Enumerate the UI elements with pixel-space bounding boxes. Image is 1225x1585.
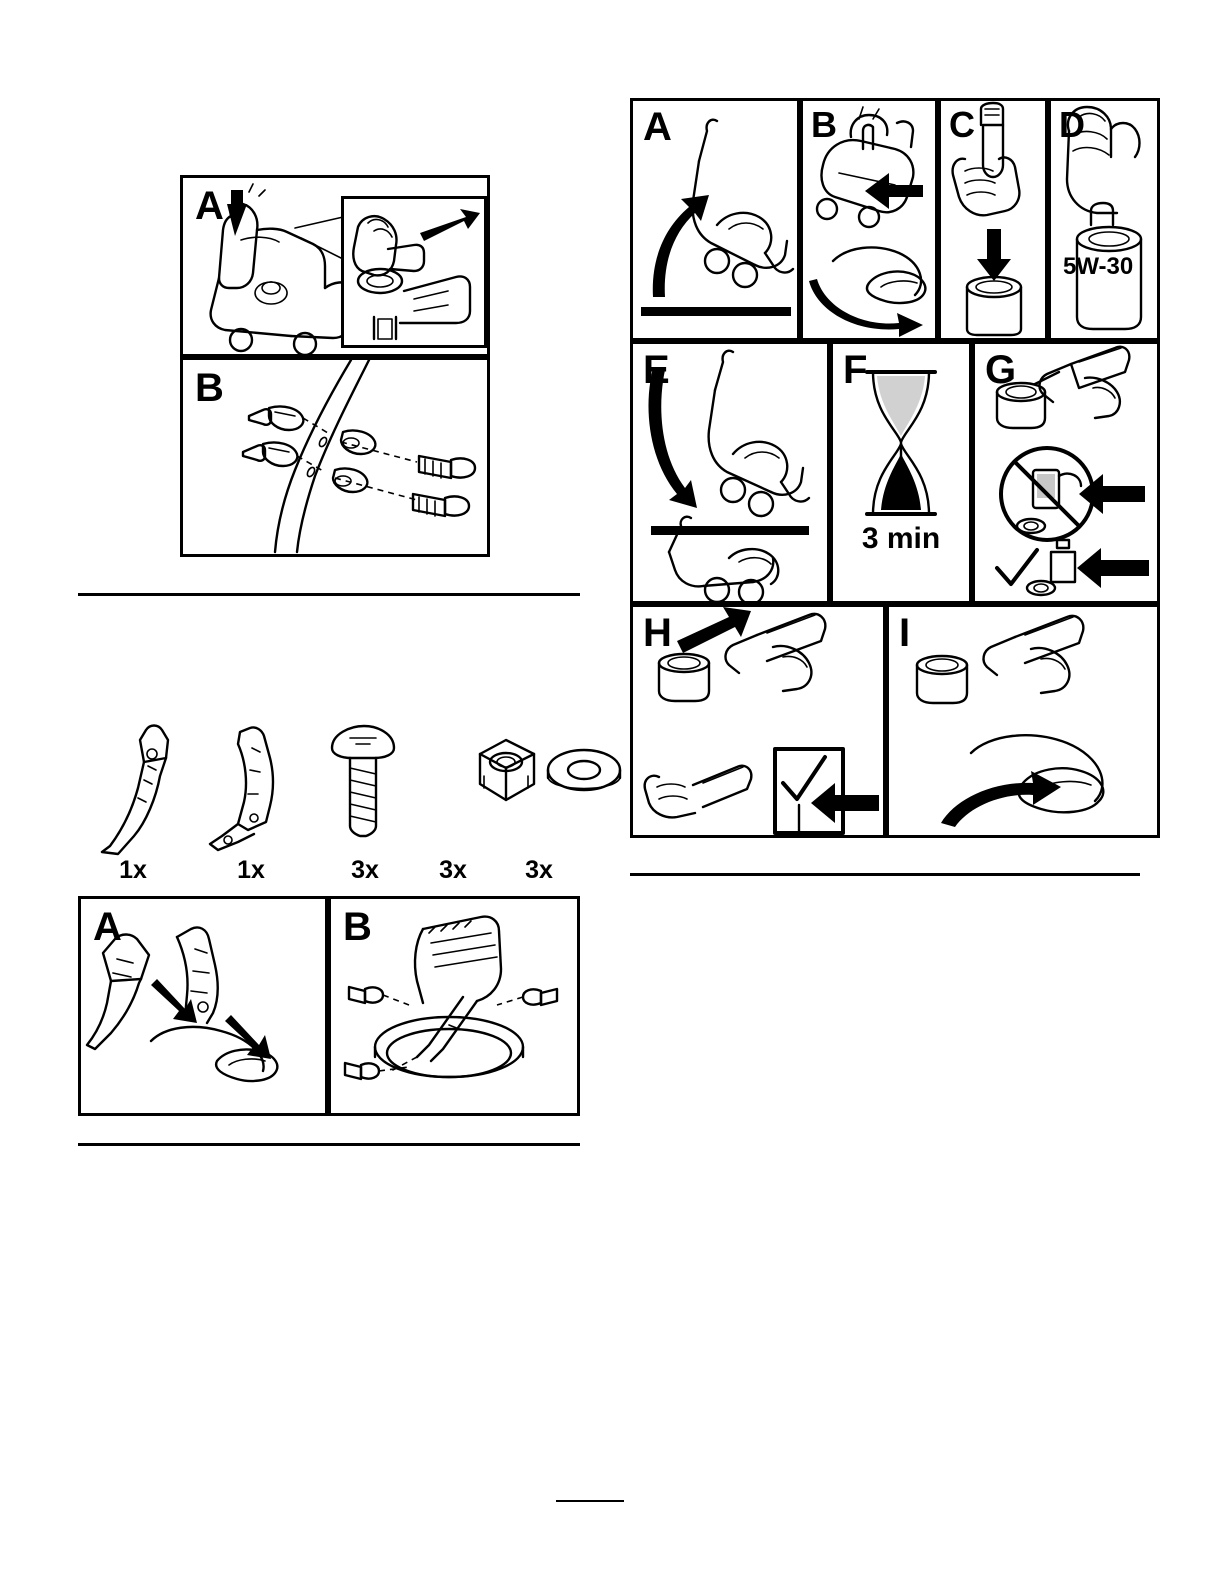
figure3-panel-f-label: F [843, 348, 868, 392]
oil-grade-label: 5W-30 [1063, 253, 1134, 280]
figure3-panel-h [630, 604, 886, 838]
figure1-panel-a [180, 175, 490, 357]
left-divider-2 [78, 1143, 580, 1146]
figure3-panel-b-label: B [811, 104, 837, 145]
figure3-panel-a-label: A [643, 105, 672, 149]
figure3-panel-c-label: C [949, 104, 975, 145]
left-divider-1 [78, 593, 580, 596]
part-qty-3: 3x [351, 856, 379, 884]
figure3-panel-d [1048, 98, 1160, 341]
figure3-panel-e-label: E [643, 348, 670, 392]
figure3-panel-f [830, 341, 972, 604]
figure3-panel-d-label: D [1059, 104, 1085, 145]
right-divider-1 [630, 873, 1140, 876]
figure1-panel-b [180, 357, 490, 557]
figure3-panel-c [938, 98, 1048, 341]
figure3-panel-h-label: H [643, 611, 672, 655]
figure2-panel-a [78, 896, 328, 1116]
figure1-panel-b-art [183, 360, 487, 554]
figure3-panel-a [630, 98, 800, 341]
figure3-panel-e [630, 341, 830, 604]
part-qty-2: 1x [237, 856, 265, 884]
figure1-detail-inset [341, 196, 487, 348]
footer-page-rule [556, 1500, 624, 1502]
part-qty-1: 1x [119, 856, 147, 884]
figure3-panel-b [800, 98, 938, 341]
figure1-detail-art [344, 199, 484, 345]
figure3-panel-g [972, 341, 1160, 604]
figure2-panel-b [328, 896, 580, 1116]
figure3-panel-g-label: G [985, 348, 1017, 392]
parts-art [88, 718, 588, 868]
wait-time-label: 3 min [861, 522, 941, 555]
parts-row [88, 718, 588, 868]
figure3-panel-i-label: I [899, 611, 911, 655]
figure3-panel-i-art [889, 607, 1157, 835]
figure1-panel-a-label: A [195, 184, 224, 228]
figure2-panel-a-label: A [93, 905, 122, 949]
part-qty-4: 3x [439, 856, 467, 884]
figure3-panel-i [886, 604, 1160, 838]
figure2-panel-b-label: B [343, 905, 372, 949]
part-qty-5: 3x [525, 856, 553, 884]
figure1-panel-b-label: B [195, 366, 224, 410]
